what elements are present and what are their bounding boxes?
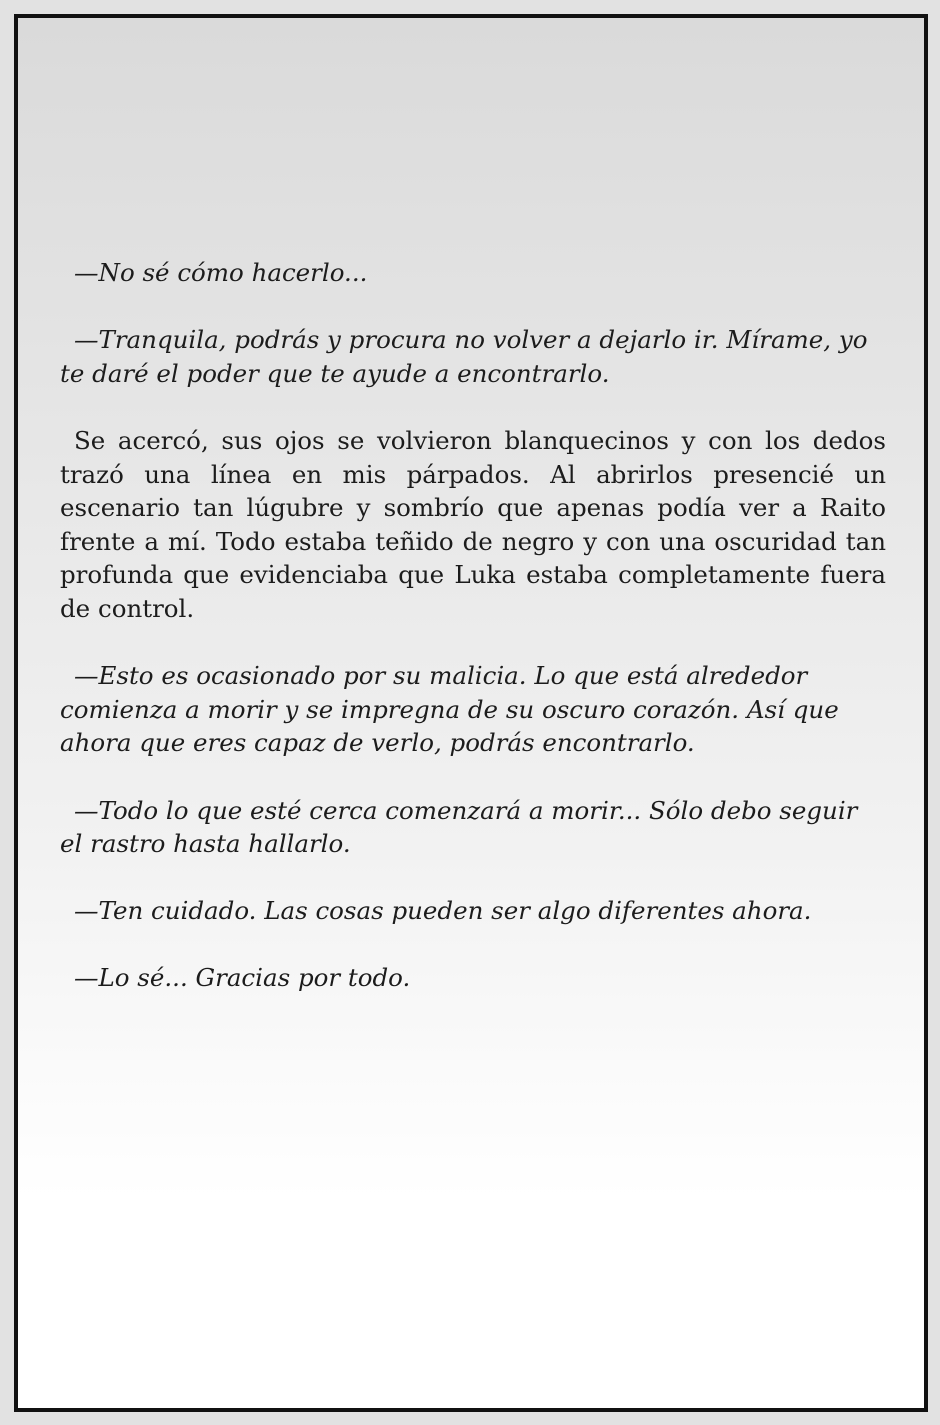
paragraph-dialogue-1: —No sé cómo hacerlo... (74, 258, 368, 287)
paragraph-dialogue-6: —Lo sé... Gracias por todo. (74, 963, 411, 993)
paragraph-dialogue-5: —Ten cuidado. Las cosas pueden ser algo diferentes ahora. (74, 896, 812, 926)
page-panel (14, 14, 928, 1412)
paragraph-narration: Se acercó, sus ojos se volvieron blanquecinos y con los dedos trazó una línea en mis párpados. Al abrirlos presencié un escenario tan lúgubre y sombrío que apenas podía ver a Raito frente a mí. Todo estaba teñido de negro y con una oscuridad tan profunda que evidenciaba que Luka estaba completamente fuera de control. (60, 425, 886, 623)
paragraph-dialogue-4: —Todo lo que esté cerca comenzará a morir... Sólo debo seguir el rastro hasta hallarlo. (60, 795, 858, 859)
paragraph-dialogue-2: —Tranquila, podrás y procura no volver a dejarlo ir. Mírame, yo te daré el poder que te ayude a encontrarlo. (60, 325, 868, 388)
story-text (60, 256, 886, 1029)
paragraph-dialogue-3: —Esto es ocasionado por su malicia. Lo que está alrededor comienza a morir y se impregna de su oscuro corazón. Así que ahora que eres capaz de verlo, podrás encontrarlo. (60, 661, 839, 758)
